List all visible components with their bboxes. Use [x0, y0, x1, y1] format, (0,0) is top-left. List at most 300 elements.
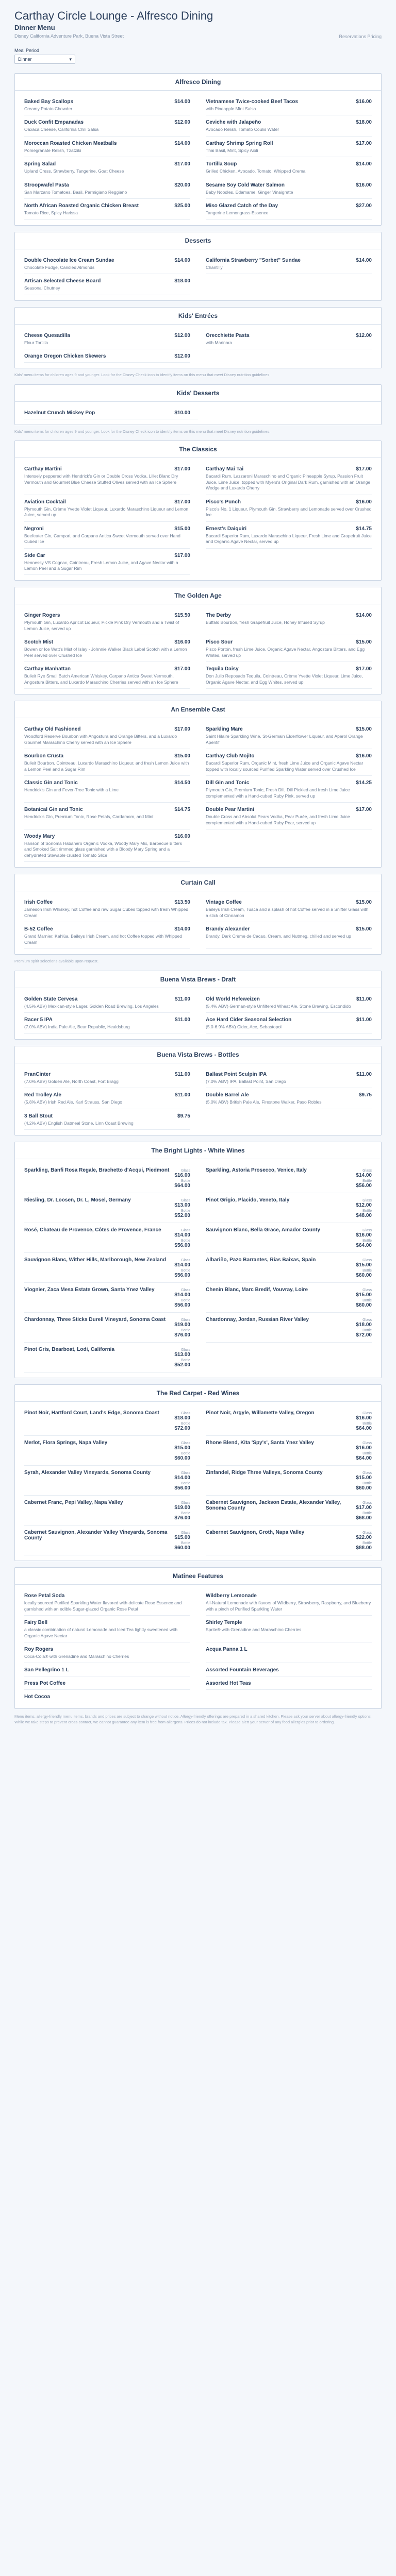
bottle-label: Bottle	[362, 1179, 372, 1183]
item-name: Cabernet Sauvignon, Jackson Estate, Alexander Valley, Sonoma County	[206, 1500, 341, 1512]
wine-item	[24, 1163, 190, 1193]
menu-item	[24, 776, 190, 803]
item-row	[206, 780, 372, 786]
item-price: $17.00	[174, 552, 190, 558]
item-row	[206, 161, 372, 167]
item-name: Chardonnay, Jordan, Russian River Valley	[206, 1317, 309, 1323]
item-name: Scotch Mist	[24, 639, 54, 646]
item-row	[206, 807, 372, 812]
wine-prices	[356, 1442, 372, 1462]
wine-item	[206, 1526, 372, 1555]
menu-item	[24, 95, 190, 115]
menu-section	[14, 440, 382, 581]
wine-prices	[174, 1289, 190, 1309]
glass-price: $16.00	[356, 1232, 372, 1239]
item-row	[206, 1620, 372, 1625]
item-price: $14.00	[356, 257, 372, 263]
item-name: Vietnamese Twice-cooked Beef Tacos	[206, 99, 298, 105]
item-price: $14.25	[356, 780, 372, 786]
item-description: Hanson of Sonoma Habanero Organic Vodka, Woody Mary Mix, Barbecue Bitters and Smoked Salt rimmed glass garnished with a Bloody Mary Spring and a dehydrated Stewable crusted Tomato Slice	[24, 841, 182, 858]
item-description: (7.0% ABV) India Pale Ale, Bear Republic, Healdsburg	[24, 1024, 130, 1030]
menu-item	[24, 199, 190, 219]
glass-label: Glass	[362, 1531, 372, 1535]
glass-label: Glass	[181, 1169, 190, 1173]
item-price: $12.00	[174, 120, 190, 126]
section-note: Kids' menu items for children ages 9 and younger. Look for the Disney Check icon to identify items on this menu that meet Disney nutrition guidelines.	[14, 372, 271, 378]
item-row	[206, 639, 372, 645]
wine-prices	[356, 1501, 372, 1522]
wine-item	[206, 1253, 372, 1283]
wine-item	[24, 1313, 190, 1343]
item-name: Ceviche with Jalapeño	[206, 120, 261, 126]
item-row	[24, 1620, 190, 1625]
section-items	[15, 402, 381, 419]
menu-item	[24, 253, 190, 274]
item-price: $25.00	[174, 203, 190, 209]
section-items	[15, 988, 381, 1034]
wine-prices	[174, 1259, 190, 1279]
item-row	[206, 203, 372, 209]
bottle-label: Bottle	[181, 1209, 190, 1213]
section-items	[15, 91, 381, 220]
meal-period-dropdown[interactable]	[14, 55, 75, 64]
item-name: Racer 5 IPA	[24, 1017, 53, 1023]
item-row	[24, 466, 190, 472]
item-price: $15.00	[174, 753, 190, 759]
item-row	[206, 1440, 372, 1462]
item-name: Miso Glazed Catch of the Day	[206, 203, 278, 209]
item-description: Sprite® with Grenadine and Maraschino Cherries	[206, 1627, 302, 1633]
glass-price: $16.00	[356, 1415, 372, 1421]
item-row	[206, 182, 372, 188]
item-name: Assorted Hot Teas	[206, 1681, 251, 1687]
item-price: $15.00	[356, 726, 372, 733]
item-price: $13.50	[174, 900, 190, 906]
item-row	[206, 333, 372, 338]
menu-item	[24, 329, 190, 349]
bottle-label: Bottle	[181, 1299, 190, 1303]
item-name: Red Trolley Ale	[24, 1092, 61, 1098]
menu-item	[206, 749, 372, 776]
menu-item	[24, 895, 190, 922]
item-row	[24, 1593, 190, 1599]
glass-price: $16.00	[356, 1445, 372, 1451]
wine-item	[206, 1436, 372, 1466]
menu-item	[206, 1663, 372, 1676]
menu-item	[24, 178, 190, 199]
wine-item	[24, 1526, 190, 1555]
item-name: Carthay Club Mojito	[206, 753, 255, 759]
wine-prices	[174, 1501, 190, 1522]
item-description: San Marzano Tomatoes, Basil, Parmigiano Reggiano	[24, 189, 127, 195]
item-description: with Marinara	[206, 340, 233, 345]
menu-item	[24, 1616, 190, 1642]
bottle-label: Bottle	[362, 1329, 372, 1333]
bottle-label: Bottle	[181, 1482, 190, 1486]
menu-item	[24, 635, 190, 662]
menu-item	[24, 157, 190, 178]
item-price: $11.00	[356, 1071, 372, 1077]
item-row	[24, 639, 190, 645]
item-name: Carthay Martini	[24, 466, 62, 472]
section-items	[15, 1159, 381, 1372]
item-description: Beefeater Gin, Campari, and Carpano Antica Sweet Vermouth served over Hand Cubed Ice	[24, 533, 180, 545]
menu-item	[24, 1109, 190, 1130]
item-price: $12.00	[174, 353, 190, 360]
item-row	[24, 1470, 190, 1492]
item-row	[24, 726, 190, 732]
menu-item	[24, 829, 190, 862]
item-price: $11.00	[356, 1017, 372, 1023]
item-price: $11.00	[174, 1071, 190, 1077]
item-name: Merlot, Flora Springs, Napa Valley	[24, 1440, 108, 1446]
wine-prices	[356, 1199, 372, 1219]
item-row	[24, 499, 190, 505]
menu-item	[206, 329, 372, 349]
item-description: (5.0% ABV) British Pale Ale, Firestone Walker, Paso Robles	[206, 1099, 322, 1105]
item-description: Bulleit Rye Small Batch American Whiskey, Carpano Antica Sweet Vermouth, Angostura Bitters, and Luxardo Maraschino Cherries served with an Ice Sphere	[24, 673, 178, 685]
item-description: Pisco Portón, fresh Lime Juice, Organic Agave Nectar, Angostura Bitters, and Egg Whites, served up	[206, 647, 365, 658]
menu-item	[206, 608, 372, 635]
menu-section	[14, 1567, 382, 1709]
menu-item	[24, 137, 190, 157]
glass-label: Glass	[181, 1412, 190, 1416]
item-price: $9.75	[358, 1092, 372, 1098]
item-price: $15.00	[356, 900, 372, 906]
item-name: Roy Rogers	[24, 1647, 54, 1652]
item-name: B-52 Coffee	[24, 926, 53, 933]
item-name: Ernest's Daiquiri	[206, 526, 247, 532]
item-row	[206, 1470, 372, 1492]
bottle-price: $52.00	[174, 1362, 190, 1368]
wine-prices	[356, 1471, 372, 1492]
glass-label: Glass	[362, 1229, 372, 1233]
wine-prices	[356, 1531, 372, 1552]
item-name: Tortilla Soup	[206, 161, 237, 167]
menu-section	[14, 1142, 382, 1378]
item-name: Hazelnut Crunch Mickey Pop	[24, 410, 95, 416]
menu-item	[24, 1676, 190, 1690]
meal-period-selector	[0, 43, 396, 67]
wine-item	[24, 1496, 190, 1526]
glass-price: $19.00	[174, 1505, 190, 1511]
wine-prices	[174, 1199, 190, 1219]
item-price: $11.00	[174, 996, 190, 1002]
bottle-price: $56.00	[174, 1243, 190, 1249]
item-row	[24, 1257, 190, 1279]
item-row	[206, 526, 372, 532]
item-name: Rhone Blend, Kita 'Spy's', Santa Ynez Valley	[206, 1440, 314, 1446]
item-description: Baby Noodles, Edamame, Ginger Vinaigrette	[206, 189, 293, 195]
item-description: Bacardi Superior Rum, Luxardo Maraschino Liqueur, Fresh Lime and Grapefruit Juice and Organic Agave Nectar, served up	[206, 533, 372, 545]
meal-period-value: Dinner	[18, 57, 32, 62]
item-name: Botanical Gin and Tonic	[24, 807, 83, 813]
menu-section	[14, 1046, 382, 1136]
item-price: $14.00	[174, 257, 190, 263]
item-description: Chocolate Fudge, Candied Almonds	[24, 264, 95, 270]
item-description: Thai Basil, Mint, Spicy Aioli	[206, 147, 258, 153]
bottle-price: $76.00	[174, 1332, 190, 1338]
glass-label: Glass	[181, 1229, 190, 1233]
bottle-price: $56.00	[356, 1183, 372, 1189]
item-description: Baileys Irish Cream, Tuaca and a splash of hot Coffee served in a Snifter Glass with a stick of Cinnamon	[206, 907, 369, 918]
item-description: Woodford Reserve Bourbon with Angostura and Orange Bitters, and a Luxardo Gourmet Maraschino Cherry served with an Ice Sphere	[24, 734, 177, 745]
item-description: Grand Marnier, Kahlúa, Baileys Irish Cream, and hot Coffee topped with Whipped Cream	[24, 934, 183, 945]
bottle-price: $64.00	[356, 1426, 372, 1432]
item-row	[24, 753, 190, 759]
glass-label: Glass	[181, 1318, 190, 1323]
menu-item	[24, 992, 190, 1013]
item-price: $16.00	[356, 753, 372, 759]
wine-prices	[356, 1259, 372, 1279]
menu-section	[14, 232, 382, 301]
bottle-label: Bottle	[181, 1329, 190, 1333]
item-description: Plymouth Gin, Crème Yvette Violet Liqueur, Luxardo Maraschino Liqueur and Lemon Juice, served up	[24, 506, 189, 518]
item-price: $18.00	[356, 120, 372, 126]
glass-price: $13.00	[174, 1352, 190, 1358]
allergy-footnote: Menu items, allergy-friendly menu items, brands and prices are subject to change without notice. Allergy-friendly offerings are prepared in a shared kitchen. Please ask your server about allergy-friendly options. While we take steps to prevent cross-contact, we cannot guarantee any item is free from allergens. Prices do not include tax. Please alert your server of any food allergies prior to ordering.	[14, 1714, 372, 1725]
wine-item	[206, 1223, 372, 1253]
item-description: (5.4% ABV) German-style Unfiltered Wheat Ale, Stone Brewing, Escondido	[206, 1003, 351, 1009]
item-description: All-Natural Lemonade with flavors of Wildberry, Strawberry, Raspberry, and Blueberry with a pinch of Purified Sparkling Water	[206, 1600, 371, 1612]
bottle-price: $72.00	[356, 1332, 372, 1338]
menu-item	[24, 1642, 190, 1663]
glass-price: $15.00	[174, 1445, 190, 1451]
glass-price: $18.00	[356, 1322, 372, 1328]
item-name: Woody Mary	[24, 834, 55, 839]
glass-label: Glass	[362, 1318, 372, 1323]
menu-item	[206, 462, 372, 495]
item-row	[206, 753, 372, 759]
item-price: $15.00	[174, 526, 190, 532]
item-row	[206, 1681, 372, 1686]
wine-item	[206, 1313, 372, 1343]
page-title: Carthay Circle Lounge - Alfresco Dining	[14, 9, 213, 22]
bottle-label: Bottle	[362, 1269, 372, 1273]
item-name: Old World Hefeweizen	[206, 996, 260, 1002]
item-row	[206, 926, 372, 932]
section-title: Buena Vista Brews - Draft	[15, 971, 381, 988]
item-price: $16.00	[174, 834, 190, 839]
bottle-label: Bottle	[181, 1179, 190, 1183]
glass-label: Glass	[362, 1501, 372, 1505]
glass-price: $15.00	[356, 1475, 372, 1481]
bottle-price: $60.00	[356, 1302, 372, 1309]
bottle-price: $88.00	[356, 1545, 372, 1551]
section-items	[15, 1063, 381, 1130]
bottle-label: Bottle	[181, 1512, 190, 1516]
item-description: Brandy, Dark Crème de Cacao, Cream, and Nutmeg, chilled and served up	[206, 934, 351, 939]
item-price: $17.00	[174, 466, 190, 472]
item-row	[24, 258, 190, 263]
wine-item	[206, 1283, 372, 1313]
item-row	[24, 1113, 190, 1119]
item-description: Bacardi Superior Rum, Organic Mint, fresh Lime Juice and Organic Agave Nectar topped with locally sourced Purified Sparkling Water served over Crushed Ice	[206, 760, 364, 772]
item-name: Carthay Shrimp Spring Roll	[206, 140, 273, 146]
item-price: $15.50	[174, 613, 190, 619]
item-name: Pisco Sour	[206, 639, 233, 646]
bottle-label: Bottle	[181, 1239, 190, 1243]
menu-item	[206, 95, 372, 115]
item-price: $14.00	[356, 613, 372, 619]
section-note: Premium spirit selections available upon request.	[14, 959, 98, 964]
item-row	[206, 726, 372, 732]
wine-item	[24, 1193, 190, 1223]
item-row	[24, 120, 190, 125]
item-row	[24, 333, 190, 338]
section-title: The Golden Age	[15, 587, 381, 604]
menu-item	[24, 349, 190, 363]
menu-item	[206, 922, 372, 949]
item-name: 3 Ball Stout	[24, 1113, 53, 1119]
bottle-price: $64.00	[174, 1183, 190, 1189]
bottle-label: Bottle	[181, 1422, 190, 1426]
item-name: Artisan Selected Cheese Board	[24, 278, 101, 284]
item-row	[24, 1072, 190, 1077]
wine-prices	[174, 1442, 190, 1462]
item-name: Viognier, Zaca Mesa Estate Grown, Santa Ynez Valley	[24, 1287, 155, 1293]
item-price: $9.75	[177, 1113, 190, 1119]
menu-item	[24, 406, 198, 419]
menu-item	[24, 1589, 190, 1616]
menu-item	[24, 722, 190, 749]
menu-section	[14, 587, 382, 694]
item-row	[206, 99, 372, 105]
item-name: Tequila Daisy	[206, 666, 239, 672]
glass-label: Glass	[362, 1442, 372, 1446]
glass-price: $15.00	[356, 1262, 372, 1268]
item-description: (7.0% ABV) IPA, Ballast Point, San Diego	[206, 1078, 286, 1084]
item-description: Saint Hilaire Sparkling Wine, St-Germain Elderflower Liqueur, and Aperol Orange Aperitif	[206, 734, 363, 745]
item-row	[206, 666, 372, 672]
item-price: $20.00	[174, 182, 190, 188]
item-row	[24, 1017, 190, 1023]
item-name: Sauvignon Blanc, Bella Grace, Amador County	[206, 1227, 320, 1233]
item-description: Grilled Chicken, Avocado, Tomato, Whipped Crema	[206, 168, 306, 174]
menu-item	[206, 178, 372, 199]
bottle-label: Bottle	[362, 1299, 372, 1303]
wine-prices	[174, 1169, 190, 1190]
item-description: Seasonal Chutney	[24, 285, 60, 291]
item-price: $16.00	[174, 639, 190, 646]
menu-item	[206, 1067, 372, 1088]
item-row	[24, 410, 190, 416]
item-name: Pisco's Punch	[206, 499, 241, 505]
item-name: Dill Gin and Tonic	[206, 780, 250, 786]
menu-item	[24, 1067, 190, 1088]
section-items	[15, 1585, 381, 1703]
menu-item	[24, 462, 190, 495]
glass-label: Glass	[181, 1199, 190, 1203]
item-price: $12.00	[174, 332, 190, 338]
item-name: Hot Cocoa	[24, 1694, 50, 1700]
item-description: (5.0-6.9% ABV) Cider, Ace, Sebastopol	[206, 1024, 282, 1030]
item-row	[24, 526, 190, 532]
section-items	[15, 325, 381, 363]
item-row	[206, 900, 372, 905]
section-title: Buena Vista Brews - Bottles	[15, 1046, 381, 1063]
item-row	[206, 466, 372, 472]
glass-label: Glass	[362, 1412, 372, 1416]
menu-item	[24, 749, 190, 776]
menu-item	[206, 115, 372, 136]
item-description: Jameson Irish Whiskey, hot Coffee and raw Sugar Cubes topped with fresh Whipped Cream	[24, 907, 189, 918]
item-row	[206, 1287, 372, 1309]
item-price: $14.00	[174, 99, 190, 105]
bottle-price: $56.00	[174, 1485, 190, 1492]
item-row	[24, 807, 190, 812]
item-name: Cabernet Franc, Pepi Valley, Napa Valley	[24, 1500, 123, 1506]
item-row	[24, 1227, 190, 1249]
item-name: North African Roasted Organic Chicken Breast	[24, 203, 139, 209]
item-name: Sparkling Mare	[206, 726, 243, 733]
item-name: Bourbon Crusta	[24, 753, 64, 759]
menu-item	[24, 1088, 190, 1109]
wine-item	[24, 1223, 190, 1253]
item-row	[24, 353, 190, 359]
glass-label: Glass	[362, 1199, 372, 1203]
bottle-label: Bottle	[362, 1209, 372, 1213]
wine-item	[206, 1466, 372, 1496]
item-name: Sparkling, Astoria Prosecco, Venice, Italy	[206, 1167, 307, 1174]
menu-section	[14, 384, 382, 425]
item-name: Aviation Cocktail	[24, 499, 66, 505]
menu-item	[206, 495, 372, 522]
glass-price: $14.00	[174, 1262, 190, 1268]
item-price: $12.00	[356, 332, 372, 338]
glass-price: $14.00	[356, 1173, 372, 1179]
menu-item	[24, 495, 190, 522]
menu-item	[206, 1642, 372, 1663]
glass-label: Glass	[181, 1531, 190, 1535]
item-name: Ace Hard Cider Seasonal Selection	[206, 1017, 292, 1023]
item-row	[24, 278, 190, 284]
item-description: Flour Tortilla	[24, 340, 48, 345]
item-description: Hennessy VS Cognac, Cointreau, Fresh Lemon Juice, and Agave Nectar with a Lemon Peel and a Sugar Rim	[24, 560, 178, 571]
item-row	[206, 1530, 372, 1552]
item-row	[24, 1197, 190, 1219]
item-row	[206, 1667, 372, 1673]
section-title: The Classics	[15, 441, 381, 458]
item-row	[24, 900, 190, 905]
item-row	[206, 613, 372, 618]
bottle-price: $72.00	[174, 1426, 190, 1432]
item-description: Tomato Rice, Spicy Harissa	[24, 210, 78, 216]
item-name: Ginger Rogers	[24, 613, 60, 619]
wine-item	[206, 1163, 372, 1193]
bottle-label: Bottle	[362, 1452, 372, 1456]
bottle-price: $60.00	[356, 1273, 372, 1279]
item-name: Cabernet Sauvignon, Alexander Valley Vineyards, Sonoma County	[24, 1530, 168, 1541]
item-price: $10.00	[174, 410, 190, 416]
location-address: Disney California Adventure Park, Buena Vista Street	[14, 33, 124, 39]
item-description: Hendrick's Gin, Premium Tonic, Rose Petals, Cardamom, and Mint	[24, 814, 154, 820]
item-name: Orange Oregon Chicken Skewers	[24, 353, 106, 360]
menu-item	[206, 1589, 372, 1616]
menu-section	[14, 73, 382, 226]
item-name: Rosé, Chateau de Provence, Côtes de Provence, France	[24, 1227, 161, 1233]
item-description: Bulleit Bourbon, Cointreau, Luxardo Maraschino Liqueur, and fresh Lemon Juice with a Lemon Peel and a Sugar Rim	[24, 760, 189, 772]
section-title: Curtain Call	[15, 874, 381, 891]
glass-price: $18.00	[174, 1415, 190, 1421]
section-title: Alfresco Dining	[15, 74, 381, 91]
section-title: Kids' Entrées	[15, 308, 381, 325]
item-price: $14.50	[174, 780, 190, 786]
menu-item	[206, 1676, 372, 1690]
item-name: Cabernet Sauvignon, Groth, Napa Valley	[206, 1530, 305, 1536]
menu-item	[24, 608, 190, 635]
item-price: $14.00	[356, 161, 372, 167]
